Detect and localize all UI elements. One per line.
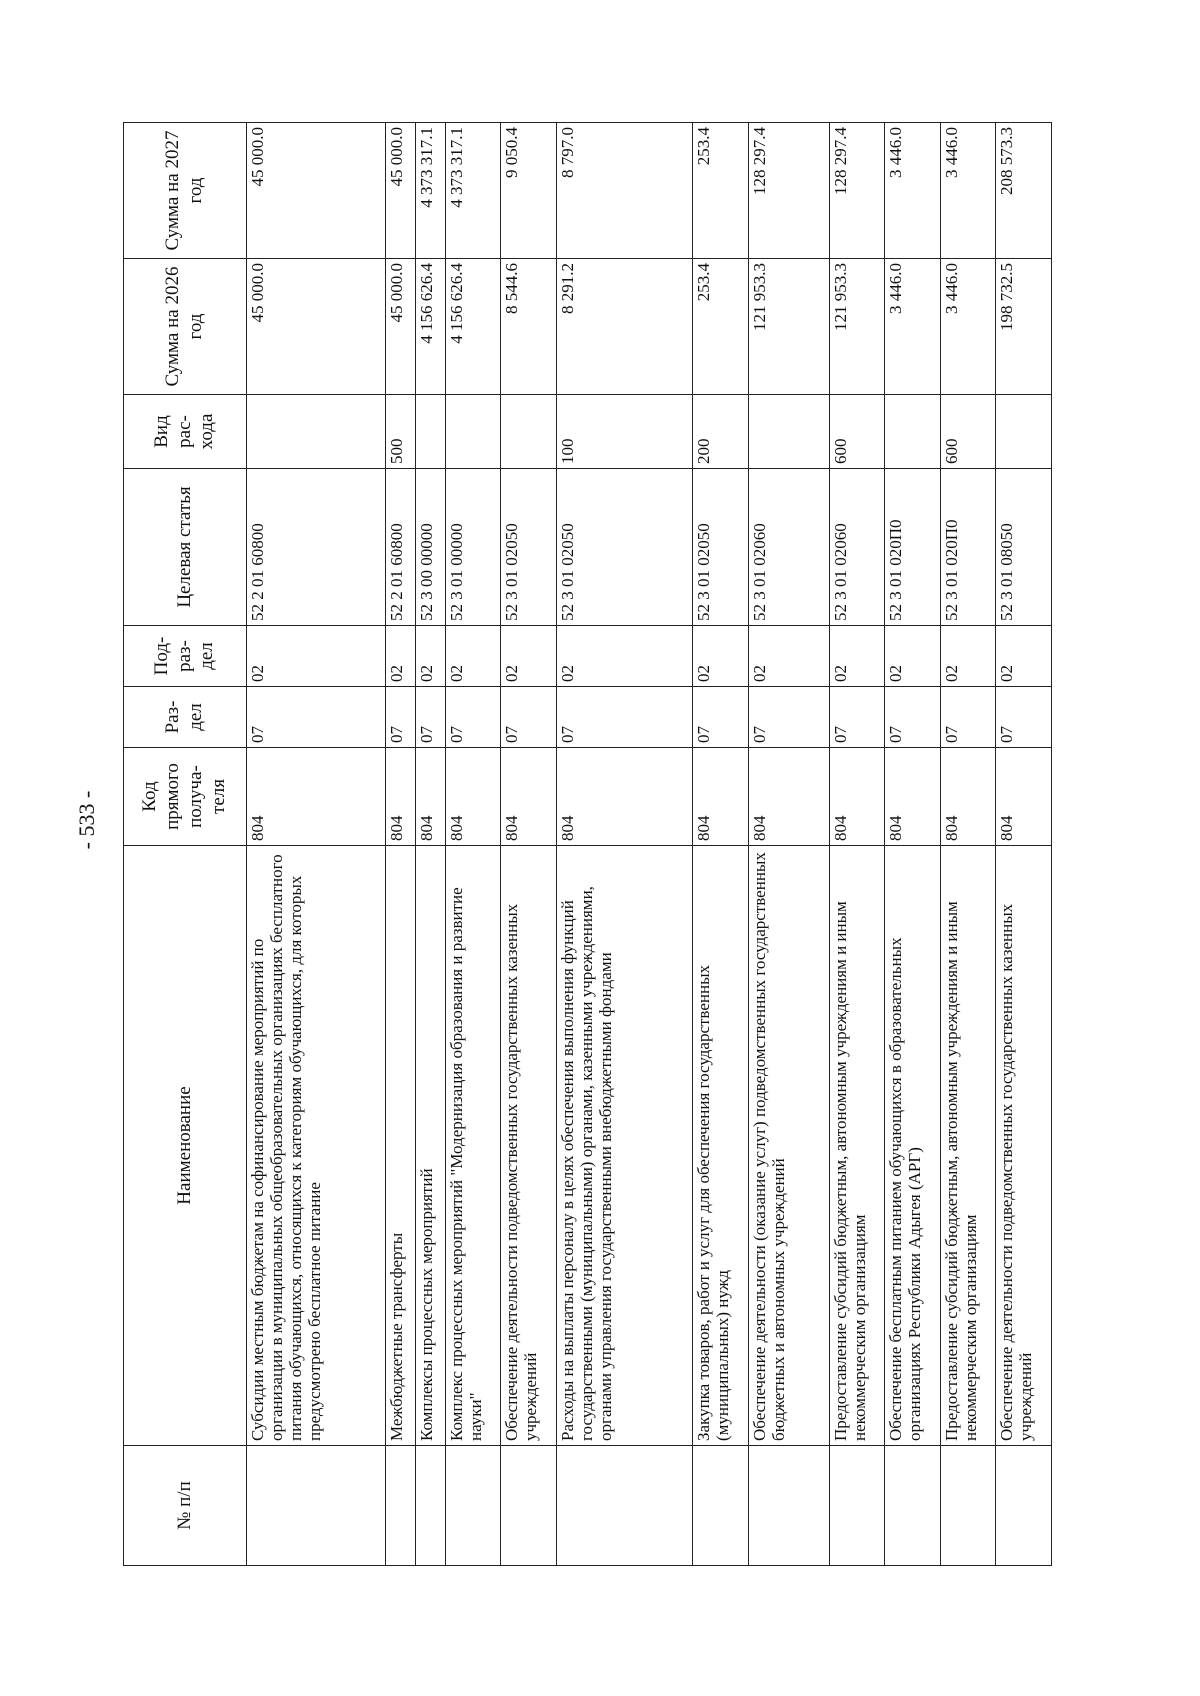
row-sum-2027: 4 373 317.1 bbox=[445, 123, 501, 259]
row-num bbox=[247, 1446, 386, 1566]
table-row bbox=[748, 123, 829, 1566]
row-subsection: 02 bbox=[445, 626, 501, 687]
row-target-article: 52 3 01 02060 bbox=[748, 469, 829, 626]
row-sum-2027: 45 000.0 bbox=[247, 123, 386, 259]
row-sum-2027: 3 446.0 bbox=[885, 123, 941, 259]
header-name: Наименование bbox=[124, 846, 247, 1446]
row-subsection: 02 bbox=[693, 626, 749, 687]
row-name: Комплекс процессных мероприятий "Модернизация образования и развитие науки" bbox=[445, 846, 501, 1446]
table-row bbox=[940, 123, 996, 1566]
page-number: - 533 - bbox=[74, 790, 99, 850]
row-subsection: 02 bbox=[829, 626, 885, 687]
row-expense-type: 500 bbox=[385, 395, 415, 469]
header-sum-2027: Сумма на 2027 год bbox=[124, 123, 247, 259]
row-target-article: 52 3 01 02050 bbox=[693, 469, 749, 626]
table-row bbox=[415, 123, 445, 1566]
row-section: 07 bbox=[501, 687, 557, 748]
table-row bbox=[996, 123, 1052, 1566]
row-expense-type bbox=[996, 395, 1052, 469]
row-section: 07 bbox=[940, 687, 996, 748]
header-target-article: Целевая статья bbox=[124, 469, 247, 626]
header-expense-type: Вид рас-хода bbox=[124, 395, 247, 469]
row-section: 07 bbox=[996, 687, 1052, 748]
row-section: 07 bbox=[885, 687, 941, 748]
row-section: 07 bbox=[385, 687, 415, 748]
row-sum-2026: 45 000.0 bbox=[385, 259, 415, 395]
row-expense-type bbox=[501, 395, 557, 469]
row-subsection: 02 bbox=[885, 626, 941, 687]
row-receiver-code: 804 bbox=[829, 748, 885, 846]
row-target-article: 52 3 01 020П0 bbox=[885, 469, 941, 626]
table-row bbox=[885, 123, 941, 1566]
row-sum-2026: 3 446.0 bbox=[940, 259, 996, 395]
row-section: 07 bbox=[748, 687, 829, 748]
row-num bbox=[556, 1446, 693, 1566]
row-name: Предоставление субсидий бюджетным, автономным учреждениям и иным некоммерческим организациям bbox=[940, 846, 996, 1446]
rotated-page-content bbox=[123, 123, 1052, 1566]
row-sum-2027: 208 573.3 bbox=[996, 123, 1052, 259]
row-num bbox=[385, 1446, 415, 1566]
row-section: 07 bbox=[829, 687, 885, 748]
row-receiver-code: 804 bbox=[996, 748, 1052, 846]
row-num bbox=[829, 1446, 885, 1566]
header-sum-2026: Сумма на 2026 год bbox=[124, 259, 247, 395]
row-target-article: 52 2 01 60800 bbox=[385, 469, 415, 626]
row-sum-2027: 253.4 bbox=[693, 123, 749, 259]
table-header bbox=[124, 123, 247, 1566]
row-name: Комплексы процессных мероприятий bbox=[415, 846, 445, 1446]
header-section: Раз-дел bbox=[124, 687, 247, 748]
row-target-article: 52 2 01 60800 bbox=[247, 469, 386, 626]
row-sum-2027: 128 297.4 bbox=[748, 123, 829, 259]
row-num bbox=[996, 1446, 1052, 1566]
row-sum-2027: 4 373 317.1 bbox=[415, 123, 445, 259]
row-num bbox=[748, 1446, 829, 1566]
row-expense-type: 200 bbox=[693, 395, 749, 469]
row-receiver-code: 804 bbox=[247, 748, 386, 846]
row-target-article: 52 3 01 02050 bbox=[501, 469, 557, 626]
row-receiver-code: 804 bbox=[748, 748, 829, 846]
table-row bbox=[556, 123, 693, 1566]
row-receiver-code: 804 bbox=[556, 748, 693, 846]
row-sum-2027: 9 050.4 bbox=[501, 123, 557, 259]
row-target-article: 52 3 01 02050 bbox=[556, 469, 693, 626]
header-receiver-code: Код прямого получа-теля bbox=[124, 748, 247, 846]
row-receiver-code: 804 bbox=[885, 748, 941, 846]
row-subsection: 02 bbox=[748, 626, 829, 687]
row-target-article: 52 3 01 02060 bbox=[829, 469, 885, 626]
header-num: № п/п bbox=[124, 1446, 247, 1566]
row-sum-2026: 198 732.5 bbox=[996, 259, 1052, 395]
row-receiver-code: 804 bbox=[693, 748, 749, 846]
row-subsection: 02 bbox=[501, 626, 557, 687]
row-sum-2026: 121 953.3 bbox=[748, 259, 829, 395]
row-num bbox=[501, 1446, 557, 1566]
table-row bbox=[445, 123, 501, 1566]
row-subsection: 02 bbox=[996, 626, 1052, 687]
row-target-article: 52 3 01 08050 bbox=[996, 469, 1052, 626]
row-sum-2026: 253.4 bbox=[693, 259, 749, 395]
row-expense-type bbox=[445, 395, 501, 469]
row-target-article: 52 3 01 00000 bbox=[445, 469, 501, 626]
row-expense-type bbox=[885, 395, 941, 469]
row-num bbox=[415, 1446, 445, 1566]
header-row bbox=[124, 123, 247, 1566]
row-sum-2027: 45 000.0 bbox=[385, 123, 415, 259]
row-subsection: 02 bbox=[247, 626, 386, 687]
row-section: 07 bbox=[693, 687, 749, 748]
row-sum-2027: 8 797.0 bbox=[556, 123, 693, 259]
table-row bbox=[247, 123, 386, 1566]
row-name: Обеспечение бесплатным питанием обучающихся в образовательных организациях Республики Адыгея (АРГ) bbox=[885, 846, 941, 1446]
row-expense-type bbox=[415, 395, 445, 469]
row-name: Расходы на выплаты персоналу в целях обеспечения выполнения функций государственными (муниципальными) органами, казенными учреждениями, органами управления государственными внебюджетными фондами bbox=[556, 846, 693, 1446]
row-sum-2027: 128 297.4 bbox=[829, 123, 885, 259]
row-expense-type: 100 bbox=[556, 395, 693, 469]
row-sum-2026: 4 156 626.4 bbox=[415, 259, 445, 395]
row-expense-type: 600 bbox=[829, 395, 885, 469]
row-expense-type bbox=[247, 395, 386, 469]
row-num bbox=[885, 1446, 941, 1566]
row-subsection: 02 bbox=[940, 626, 996, 687]
table-row bbox=[693, 123, 749, 1566]
row-subsection: 02 bbox=[385, 626, 415, 687]
row-expense-type: 600 bbox=[940, 395, 996, 469]
row-name: Закупка товаров, работ и услуг для обеспечения государственных (муниципальных) нужд bbox=[693, 846, 749, 1446]
row-subsection: 02 bbox=[556, 626, 693, 687]
row-section: 07 bbox=[556, 687, 693, 748]
row-num bbox=[940, 1446, 996, 1566]
row-name: Обеспечение деятельности подведомственных государственных казенных учреждений bbox=[996, 846, 1052, 1446]
row-sum-2027: 3 446.0 bbox=[940, 123, 996, 259]
row-num bbox=[445, 1446, 501, 1566]
row-sum-2026: 121 953.3 bbox=[829, 259, 885, 395]
row-name: Межбюджетные трансферты bbox=[385, 846, 415, 1446]
row-target-article: 52 3 01 020П0 bbox=[940, 469, 996, 626]
row-receiver-code: 804 bbox=[415, 748, 445, 846]
row-section: 07 bbox=[415, 687, 445, 748]
row-name: Предоставление субсидий бюджетным, автономным учреждениям и иным некоммерческим организациям bbox=[829, 846, 885, 1446]
row-sum-2026: 3 446.0 bbox=[885, 259, 941, 395]
table-row bbox=[829, 123, 885, 1566]
row-receiver-code: 804 bbox=[501, 748, 557, 846]
table-body bbox=[247, 123, 1052, 1566]
row-receiver-code: 804 bbox=[385, 748, 415, 846]
row-subsection: 02 bbox=[415, 626, 445, 687]
row-sum-2026: 45 000.0 bbox=[247, 259, 386, 395]
row-name: Субсидии местным бюджетам на софинансирование мероприятий по организации в муниципальных общеобразовательных организациях бесплатного питания обучающихся, относящихся к категориям обучающихся, для которых предусмотрено бесплатное питание bbox=[247, 846, 386, 1446]
row-receiver-code: 804 bbox=[445, 748, 501, 846]
row-receiver-code: 804 bbox=[940, 748, 996, 846]
row-name: Обеспечение деятельности подведомственных государственных казенных учреждений bbox=[501, 846, 557, 1446]
row-section: 07 bbox=[445, 687, 501, 748]
row-target-article: 52 3 00 00000 bbox=[415, 469, 445, 626]
row-expense-type bbox=[748, 395, 829, 469]
row-sum-2026: 8 544.6 bbox=[501, 259, 557, 395]
row-num bbox=[693, 1446, 749, 1566]
table-row bbox=[501, 123, 557, 1566]
row-name: Обеспечение деятельности (оказание услуг) подведомственных государственных бюджетных и автономных учреждений bbox=[748, 846, 829, 1446]
row-section: 07 bbox=[247, 687, 386, 748]
budget-table bbox=[123, 122, 1052, 1566]
row-sum-2026: 4 156 626.4 bbox=[445, 259, 501, 395]
row-sum-2026: 8 291.2 bbox=[556, 259, 693, 395]
table-row bbox=[385, 123, 415, 1566]
header-subsection: Под-раз-дел bbox=[124, 626, 247, 687]
